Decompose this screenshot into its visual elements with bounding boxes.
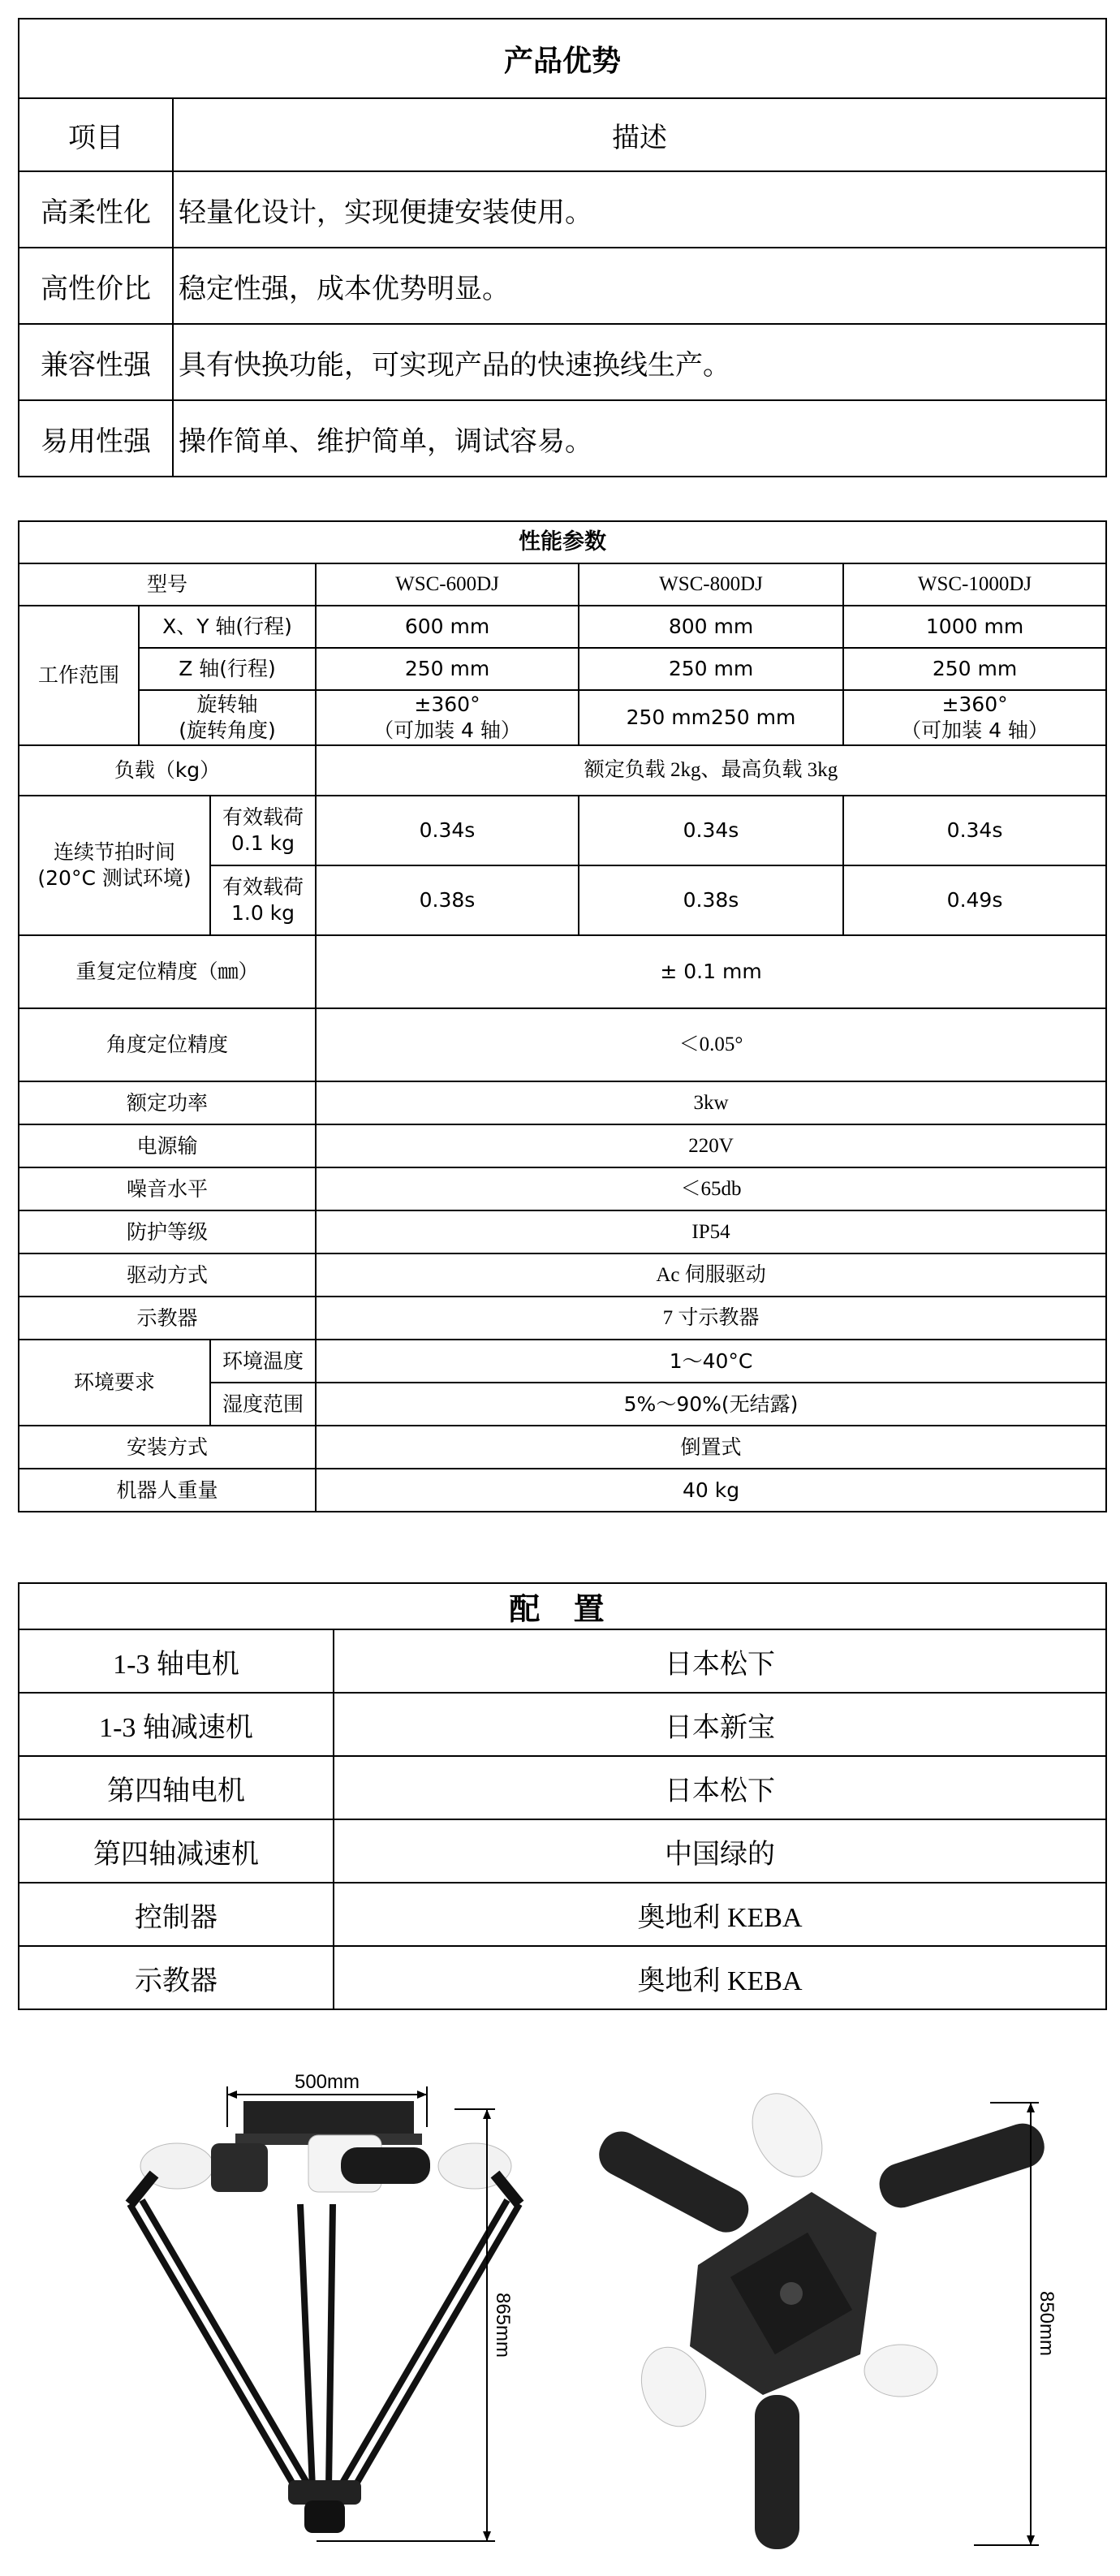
payload-label <box>210 796 316 865</box>
advantages-title: 产品优势 <box>19 19 1106 98</box>
power-input-value: 220V <box>316 1124 1106 1167</box>
xy-axis-label: X、Y 轴(行程) <box>139 606 316 648</box>
rotation-value <box>316 690 579 745</box>
config-table <box>18 1582 1107 2010</box>
install-value: 倒置式 <box>316 1426 1106 1469</box>
rated-power-value: 3kw <box>316 1081 1106 1124</box>
angle-precision-value: ＜0.05° <box>316 1008 1106 1081</box>
config-item: 控制器 <box>19 1883 334 1946</box>
config-item: 第四轴电机 <box>19 1756 334 1819</box>
advantage-desc: 操作简单、维护简单，调试容易。 <box>173 400 1106 477</box>
z-axis-label: Z 轴(行程) <box>139 648 316 690</box>
advantage-item: 高柔性化 <box>19 171 173 248</box>
rotation-label-2: (旋转角度) <box>179 718 276 742</box>
cycle-label-2: (20°C 测试环境) <box>37 866 192 890</box>
product-advantages-table <box>18 18 1107 477</box>
config-item: 1-3 轴减速机 <box>19 1693 334 1756</box>
rotation-axis-label <box>139 690 316 745</box>
weight-value: 40 kg <box>316 1469 1106 1512</box>
install-label: 安装方式 <box>19 1426 316 1469</box>
header-desc: 描述 <box>173 98 1106 171</box>
load-label: 负载（kg） <box>19 745 316 796</box>
protection-value: IP54 <box>316 1210 1106 1253</box>
config-value: 日本松下 <box>334 1629 1106 1693</box>
temp-value: 1～40°C <box>316 1340 1106 1383</box>
drive-value: Ac 伺服驱动 <box>316 1253 1106 1297</box>
work-range-label: 工作范围 <box>19 606 139 745</box>
repeat-precision-value: ± 0.1 mm <box>316 935 1106 1008</box>
teach-pendant-label: 示教器 <box>19 1297 316 1340</box>
advantage-item: 高性价比 <box>19 248 173 324</box>
model-600: WSC-600DJ <box>316 563 579 606</box>
config-value: 中国绿的 <box>334 1819 1106 1883</box>
load-value: 额定负载 2kg、最高负载 3kg <box>316 745 1106 796</box>
config-value: 日本新宝 <box>334 1693 1106 1756</box>
side-width-dimension: 500mm <box>294 2071 360 2093</box>
angle-precision-label: 角度定位精度 <box>19 1008 316 1081</box>
config-title: 配 置 <box>19 1583 1106 1629</box>
rotation-note: （可加装 4 轴） <box>901 718 1049 742</box>
config-item: 1-3 轴电机 <box>19 1629 334 1693</box>
model-800: WSC-800DJ <box>579 563 843 606</box>
teach-pendant-value: 7 寸示教器 <box>316 1297 1106 1340</box>
humidity-label: 湿度范围 <box>210 1383 316 1426</box>
noise-label: 噪音水平 <box>19 1167 316 1210</box>
advantage-item: 兼容性强 <box>19 324 173 400</box>
humidity-value: 5%～90%(无结露) <box>316 1383 1106 1426</box>
rated-power-label: 额定功率 <box>19 1081 316 1124</box>
side-height-dimension: 865mm <box>492 2292 514 2358</box>
z-value: 250 mm <box>843 648 1106 690</box>
model-1000: WSC-1000DJ <box>843 563 1106 606</box>
repeat-precision-label: 重复定位精度（㎜） <box>19 935 316 1008</box>
performance-title: 性能参数 <box>19 521 1106 563</box>
z-value: 250 mm <box>579 648 843 690</box>
config-item: 示教器 <box>19 1946 334 2009</box>
payload-label-1: 有效载荷 <box>222 805 304 829</box>
noise-value: ＜65db <box>316 1167 1106 1210</box>
power-input-label: 电源输 <box>19 1124 316 1167</box>
header-item: 项目 <box>19 98 173 171</box>
advantage-desc: 轻量化设计，实现便捷安装使用。 <box>173 171 1106 248</box>
cycle-value: 0.34s <box>579 796 843 865</box>
payload-label-1: 有效载荷 <box>222 875 304 899</box>
env-label: 环境要求 <box>19 1340 210 1426</box>
advantage-desc: 具有快换功能，可实现产品的快速换线生产。 <box>173 324 1106 400</box>
cycle-value: 0.49s <box>843 865 1106 935</box>
xy-value: 800 mm <box>579 606 843 648</box>
cycle-value: 0.38s <box>579 865 843 935</box>
weight-label: 机器人重量 <box>19 1469 316 1512</box>
payload-label-2: 1.0 kg <box>230 901 295 925</box>
drive-label: 驱动方式 <box>19 1253 316 1297</box>
top-height-dimension: 850mm <box>1036 2290 1058 2357</box>
payload-label-2: 0.1 kg <box>230 831 295 855</box>
config-value: 日本松下 <box>334 1756 1106 1819</box>
protection-label: 防护等级 <box>19 1210 316 1253</box>
cycle-time-label <box>19 796 210 935</box>
cycle-label-1: 连续节拍时间 <box>53 840 175 864</box>
rotation-value <box>843 690 1106 745</box>
cycle-value: 0.34s <box>316 796 579 865</box>
cycle-value: 0.34s <box>843 796 1106 865</box>
cycle-value: 0.38s <box>316 865 579 935</box>
advantage-item: 易用性强 <box>19 400 173 477</box>
xy-value: 1000 mm <box>843 606 1106 648</box>
config-value: 奥地利 KEBA <box>334 1883 1106 1946</box>
advantage-desc: 稳定性强，成本优势明显。 <box>173 248 1106 324</box>
rotation-label-1: 旋转轴 <box>196 693 258 716</box>
model-label: 型号 <box>19 563 316 606</box>
rotation-value: 250 mm250 mm <box>579 690 843 745</box>
robot-side-view-figure <box>106 2070 560 2557</box>
rotation-note: （可加装 4 轴） <box>373 718 521 742</box>
temp-label: 环境温度 <box>210 1340 316 1383</box>
config-value: 奥地利 KEBA <box>334 1946 1106 2009</box>
xy-value: 600 mm <box>316 606 579 648</box>
payload-label <box>210 865 316 935</box>
rotation-angle: ±360° <box>941 693 1008 716</box>
config-item: 第四轴减速机 <box>19 1819 334 1883</box>
performance-table <box>18 520 1107 1512</box>
robot-top-view-figure <box>568 2086 1071 2557</box>
z-value: 250 mm <box>316 648 579 690</box>
rotation-angle: ±360° <box>414 693 480 716</box>
